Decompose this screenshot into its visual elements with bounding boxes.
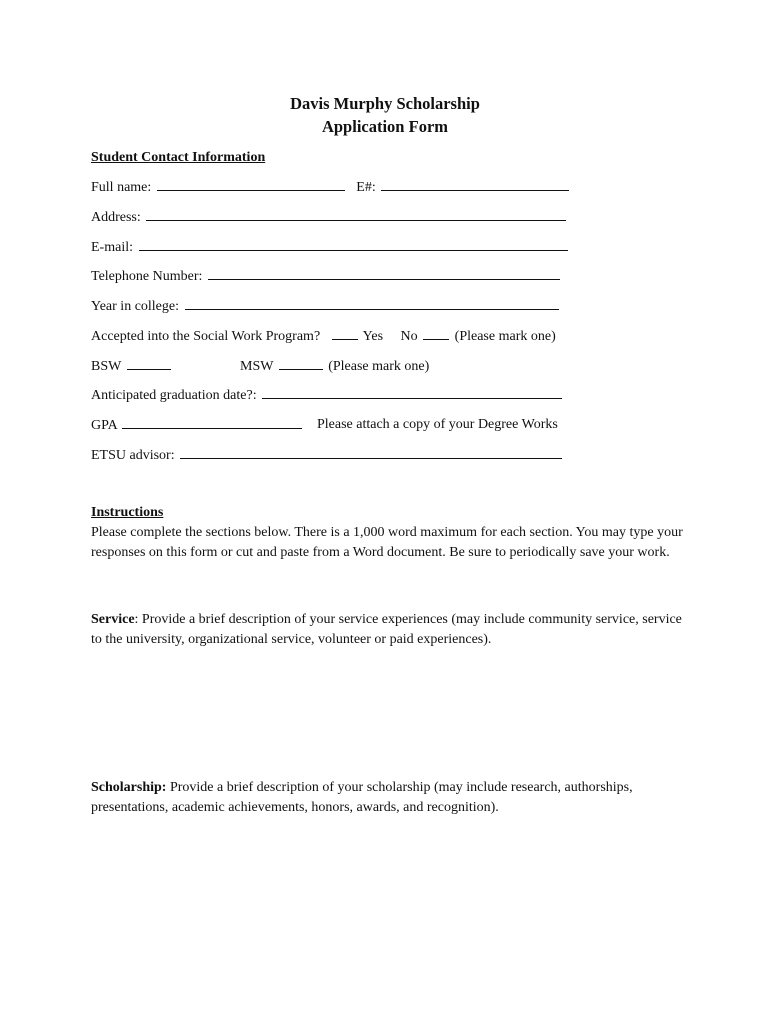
degree-row: [91, 357, 173, 376]
year-row: [91, 297, 561, 316]
accepted-label: Accepted into the Social Work Program?: [91, 329, 321, 344]
contact-section-heading: Student Contact Information: [91, 150, 266, 165]
full-name-label: Full name:: [91, 180, 152, 195]
gpa-field[interactable]: [122, 416, 302, 429]
address-row: [91, 208, 568, 227]
accepted-yes-field[interactable]: [332, 327, 358, 340]
email-field[interactable]: [139, 238, 568, 251]
gpa-note: Please attach a copy of your Degree Works: [317, 417, 558, 432]
msw-label: MSW: [240, 359, 274, 374]
accepted-no-field[interactable]: [423, 327, 449, 340]
scholarship-section: [91, 778, 691, 817]
msw-group: [240, 357, 429, 376]
form-title-line-1: Davis Murphy Scholarship: [290, 94, 480, 113]
accepted-yes-label: Yes: [362, 329, 384, 344]
scholarship-response-area[interactable]: [91, 822, 681, 1002]
bsw-field[interactable]: [127, 357, 171, 370]
graduation-row: [91, 386, 564, 405]
service-text: : Provide a brief description of your service experiences (may include community service, service to the university, organizational service, volunteer or paid experiences).: [91, 612, 682, 647]
advisor-row: [91, 446, 564, 465]
advisor-field[interactable]: [180, 446, 562, 459]
telephone-row: [91, 267, 562, 286]
accepted-row: [91, 327, 556, 346]
graduation-label: Anticipated graduation date?:: [91, 388, 257, 403]
full-name-field[interactable]: [157, 178, 345, 191]
advisor-label: ETSU advisor:: [91, 448, 175, 463]
email-row: [91, 238, 570, 257]
email-label: E-mail:: [91, 240, 133, 255]
e-number-label: E#:: [356, 180, 376, 195]
service-section: [91, 610, 691, 649]
graduation-field[interactable]: [262, 386, 562, 399]
scholarship-label: Scholarship:: [91, 780, 167, 795]
e-number-field[interactable]: [381, 178, 569, 191]
accepted-no-label: No: [400, 329, 418, 344]
telephone-field[interactable]: [208, 267, 560, 280]
address-field[interactable]: [146, 208, 566, 221]
scholarship-text: Provide a brief description of your scholarship (may include research, authorships, presentations, academic achievements, honors, awards, and recognition).: [91, 780, 633, 815]
year-label: Year in college:: [91, 299, 179, 314]
bsw-label: BSW: [91, 359, 122, 374]
full-name-row: [91, 178, 571, 197]
accepted-note: (Please mark one): [454, 329, 556, 344]
year-field[interactable]: [185, 297, 559, 310]
service-label: Service: [91, 612, 135, 627]
degree-note: (Please mark one): [328, 359, 430, 374]
service-response-area[interactable]: [91, 654, 681, 764]
gpa-label: GPA: [91, 418, 117, 433]
instructions-heading: Instructions: [91, 505, 164, 520]
form-title-line-2: Application Form: [321, 117, 449, 136]
gpa-row: [91, 416, 304, 435]
address-label: Address:: [91, 210, 141, 225]
msw-field[interactable]: [279, 357, 323, 370]
telephone-label: Telephone Number:: [91, 269, 203, 284]
instructions-text: Please complete the sections below. There is a 1,000 word maximum for each section. You may type your responses on this form or cut and paste from a Word document. Be sure to periodically save your work.: [91, 525, 683, 560]
